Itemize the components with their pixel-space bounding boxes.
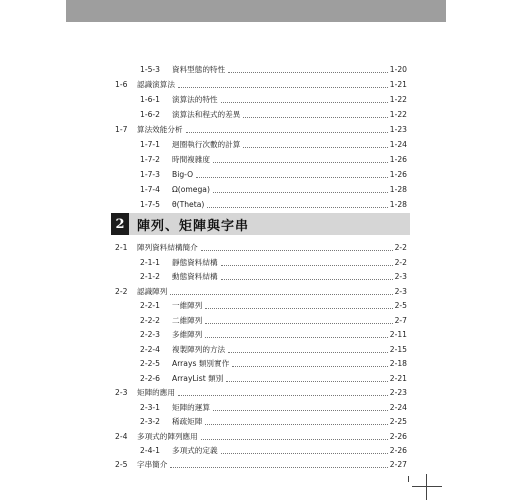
toc-entry-title: 矩陣的運算 [172, 403, 210, 412]
toc-entry[interactable] [140, 268, 407, 282]
toc-entry-page: 1-28 [389, 200, 407, 209]
toc-entry-page: 1-26 [389, 170, 407, 179]
toc-entry-number: 2-2-5 [140, 359, 160, 368]
toc-entry-title: 多項式的定義 [172, 446, 218, 455]
toc-leader-dots [201, 250, 393, 251]
toc-leader-dots [221, 453, 388, 454]
toc-entry-title: 陣列資料結構簡介 [137, 243, 198, 252]
toc-leader-dots [205, 337, 387, 338]
toc-entry[interactable] [115, 456, 407, 470]
toc-leader-dots [186, 132, 388, 133]
toc-leader-dots [213, 162, 388, 163]
toc-leader-dots [228, 352, 388, 353]
toc-entry[interactable] [140, 181, 407, 195]
toc-leader-dots [226, 381, 387, 382]
toc-entry-number: 2-4 [115, 432, 128, 441]
toc-entry[interactable] [140, 297, 407, 311]
toc-entry[interactable] [140, 341, 407, 355]
toc-leader-dots [205, 424, 387, 425]
toc-entry-title: 複製陣列的方法 [172, 345, 226, 354]
toc-entry[interactable] [115, 121, 407, 135]
toc-entry[interactable] [140, 254, 407, 268]
toc-entry[interactable] [140, 151, 407, 165]
toc-leader-dots [205, 308, 392, 309]
toc-entry[interactable] [140, 326, 407, 340]
toc-entry-page: 1-24 [389, 140, 407, 149]
toc-entry-title: 認識演算法 [137, 80, 175, 89]
toc-entry[interactable] [140, 166, 407, 180]
toc-leader-dots [221, 102, 388, 103]
toc-leader-dots [196, 177, 388, 178]
crop-mark-tick [408, 476, 409, 482]
toc-entry-number: 1-5-3 [140, 65, 160, 74]
toc-entry-page: 2-21 [389, 374, 407, 383]
toc-entry-title: Ω(omega) [172, 185, 210, 194]
toc-entry-title: 演算法的特性 [172, 95, 218, 104]
toc-entry-page: 1-23 [389, 125, 407, 134]
toc-entry-number: 2-4-1 [140, 446, 160, 455]
toc-leader-dots [243, 147, 387, 148]
toc-entry-number: 1-7-5 [140, 200, 160, 209]
toc-leader-dots [178, 395, 388, 396]
toc-leader-dots [205, 323, 392, 324]
toc-entry[interactable] [115, 76, 407, 90]
toc-entry[interactable] [140, 399, 407, 413]
toc-leader-dots [178, 87, 388, 88]
toc-entry-title: 演算法和程式的差異 [172, 110, 241, 119]
toc-entry-page: 1-22 [389, 95, 407, 104]
toc-entry[interactable] [140, 312, 407, 326]
toc-entry-title: 時間複雜度 [172, 155, 210, 164]
toc-entry-page: 2-26 [389, 446, 407, 455]
toc-entry[interactable] [140, 370, 407, 384]
toc-leader-dots [232, 366, 388, 367]
toc-leader-dots [213, 192, 388, 193]
toc-entry[interactable] [140, 413, 407, 427]
toc-entry[interactable] [115, 239, 407, 253]
toc-entry-title: 矩陣的應用 [137, 388, 175, 397]
chapter-title: 陣列、矩陣與字串 [137, 218, 250, 234]
toc-entry-number: 1-7-2 [140, 155, 160, 164]
toc-entry-title: 靜態資料結構 [172, 258, 218, 267]
toc-leader-dots [228, 72, 388, 73]
toc-entry-title: 一維陣列 [172, 301, 203, 310]
toc-entry-number: 1-6 [115, 80, 128, 89]
toc-entry[interactable] [140, 61, 407, 75]
chapter-number: 2 [111, 213, 129, 235]
toc-leader-dots [170, 467, 387, 468]
toc-entry-page: 2-2 [394, 243, 407, 252]
toc-entry-title: 字串簡介 [137, 460, 168, 469]
toc-entry-title: 稀疏矩陣 [172, 417, 203, 426]
toc-entry-page: 2-7 [394, 316, 407, 325]
toc-entry-number: 1-7 [115, 125, 128, 134]
toc-entry-page: 1-28 [389, 185, 407, 194]
toc-entry-number: 2-2-4 [140, 345, 160, 354]
toc-entry-number: 1-7-4 [140, 185, 160, 194]
toc-entry-page: 2-23 [389, 388, 407, 397]
toc-entry-page: 2-27 [389, 460, 407, 469]
toc-entry-number: 2-1 [115, 243, 128, 252]
toc-entry-page: 2-24 [389, 403, 407, 412]
toc-entry[interactable] [115, 384, 407, 398]
toc-entry[interactable] [140, 136, 407, 150]
toc-entry-page: 1-26 [389, 155, 407, 164]
chapter-heading[interactable] [111, 213, 410, 235]
toc-entry-title: 認識陣列 [137, 287, 168, 296]
toc-entry[interactable] [115, 283, 407, 297]
toc-entry-page: 2-18 [389, 359, 407, 368]
toc-entry-page: 2-3 [394, 287, 407, 296]
toc-entry-number: 2-2-2 [140, 316, 160, 325]
toc-entry[interactable] [115, 428, 407, 442]
toc-entry-page: 2-25 [389, 417, 407, 426]
toc-entry-number: 2-1-1 [140, 258, 160, 267]
toc-entry-number: 1-6-2 [140, 110, 160, 119]
toc-entry[interactable] [140, 196, 407, 210]
toc-entry-number: 1-7-1 [140, 140, 160, 149]
toc-entry-title: 算法效能分析 [137, 125, 183, 134]
toc-entry-title: 迴圈執行次數的計算 [172, 140, 241, 149]
toc-entry-number: 2-2-3 [140, 330, 160, 339]
toc-entry-title: 資料型態的特性 [172, 65, 226, 74]
toc-entry-title: ArrayList 類別 [172, 374, 224, 383]
toc-entry-title: 二維陣列 [172, 316, 203, 325]
toc-entry-number: 2-5 [115, 460, 128, 469]
toc-entry-title: 多項式的陣列應用 [137, 432, 198, 441]
toc-entry-page: 2-26 [389, 432, 407, 441]
toc-leader-dots [213, 410, 388, 411]
toc-entry-page: 2-11 [389, 330, 407, 339]
toc-entry-title: Big-O [172, 170, 194, 179]
header-bar [66, 0, 446, 22]
toc-entry-number: 2-1-2 [140, 272, 160, 281]
toc-entry-number: 2-2 [115, 287, 128, 296]
toc-leader-dots [243, 117, 387, 118]
toc-entry-page: 2-15 [389, 345, 407, 354]
toc-leader-dots [207, 207, 387, 208]
toc-entry-number: 2-3-1 [140, 403, 160, 412]
toc-leader-dots [221, 265, 393, 266]
toc-entry-page: 1-20 [389, 65, 407, 74]
toc-leader-dots [170, 294, 392, 295]
toc-entry-title: 動態資料結構 [172, 272, 218, 281]
toc-entry-page: 2-3 [394, 272, 407, 281]
toc-entry-number: 2-3-2 [140, 417, 160, 426]
crop-mark-horizontal [412, 486, 442, 487]
toc-leader-dots [221, 279, 393, 280]
toc-entry-number: 2-2-6 [140, 374, 160, 383]
toc-entry-page: 1-21 [389, 80, 407, 89]
toc-entry-number: 1-7-3 [140, 170, 160, 179]
toc-entry-page: 1-22 [389, 110, 407, 119]
toc-entry[interactable] [140, 442, 407, 456]
toc-entry[interactable] [140, 91, 407, 105]
toc-entry-title: 多維陣列 [172, 330, 203, 339]
toc-entry-title: Arrays 類別實作 [172, 359, 230, 368]
crop-mark-vertical [426, 474, 427, 500]
toc-entry-number: 2-3 [115, 388, 128, 397]
toc-entry-number: 2-2-1 [140, 301, 160, 310]
toc-leader-dots [201, 439, 388, 440]
toc-entry[interactable] [140, 106, 407, 120]
toc-entry-page: 2-2 [394, 258, 407, 267]
toc-entry-number: 1-6-1 [140, 95, 160, 104]
toc-entry-title: θ(Theta) [172, 200, 205, 209]
toc-entry[interactable] [140, 355, 407, 369]
toc-entry-page: 2-5 [394, 301, 407, 310]
